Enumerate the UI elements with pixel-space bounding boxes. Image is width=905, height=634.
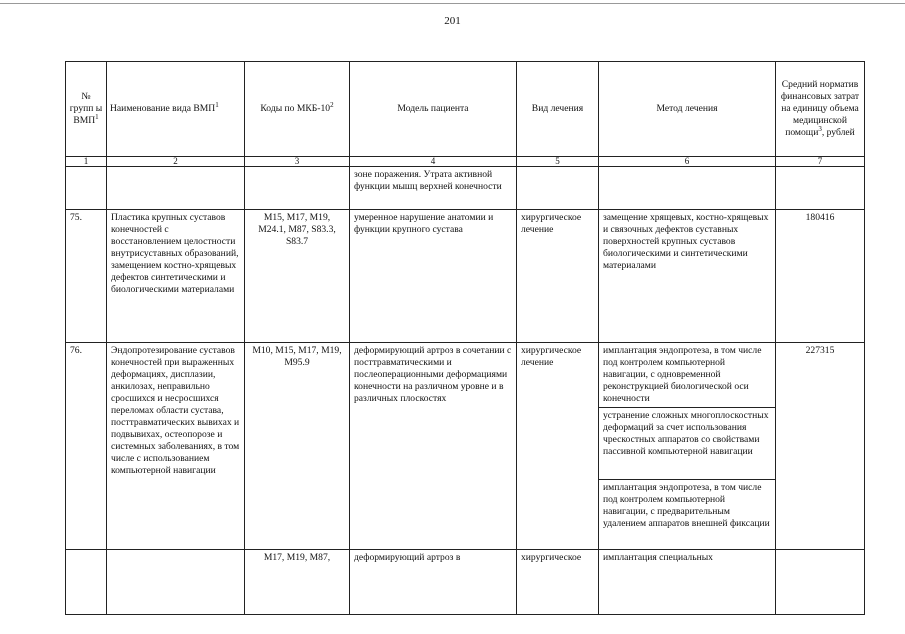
- cell-empty: [776, 167, 865, 210]
- cell-icd-codes: M17, M19, M87,: [245, 550, 350, 615]
- cell-treatment-method: замещение хрящевых, костно-хрящевых и связочных дефектов суставных поверхностей крупных суставов биологическими и синтетическими материалами: [599, 210, 776, 343]
- cell-empty: [107, 550, 245, 615]
- cell-empty: [776, 550, 865, 615]
- cell-empty: [107, 167, 245, 210]
- col-header-patient-model: Модель пациента: [350, 62, 517, 157]
- cell-treatment-method: имплантация эндопротеза, в том числе под контролем компьютерной навигации, с предварительным удалением аппаратов внешней фиксации: [599, 480, 776, 550]
- cell-group-number: 75.: [66, 210, 107, 343]
- cell-treatment-type: хирургическое лечение: [517, 343, 599, 550]
- col-header-icd-codes: Коды по МКБ-$10^2$: [245, 62, 350, 157]
- cell-treatment-type: хирургическое: [517, 550, 599, 615]
- column-number: 7: [776, 157, 865, 167]
- table-row-group-76: [66, 343, 865, 408]
- table-row-group-75: [66, 210, 865, 343]
- cell-patient-model: деформирующий артроз в: [350, 550, 517, 615]
- cell-average-cost: 227315: [776, 343, 865, 550]
- cell-patient-model: деформирующий артроз в сочетании с посттравматическими и послеоперационными деформациями конечности на различном уровне и в различных плоскостях: [350, 343, 517, 550]
- col-header-treatment-method: Метод лечения: [599, 62, 776, 157]
- cell-empty: [245, 167, 350, 210]
- column-number: 1: [66, 157, 107, 167]
- cell-empty: [66, 167, 107, 210]
- col-header-treatment-type: Вид лечения: [517, 62, 599, 157]
- column-number: 6: [599, 157, 776, 167]
- cell-icd-codes: M10, M15, M17, M19, M95.9: [245, 343, 350, 550]
- cell-treatment-method: устранение сложных многоплоскостных деформаций за счет использования чрескостных аппаратов со свойствами пассивной компьютерной навигации: [599, 408, 776, 480]
- cell-treatment-method: имплантация эндопротеза, в том числе под контролем компьютерной навигации, с одновременной реконструкцией биологической оси конечности: [599, 343, 776, 408]
- cell-vmp-name: Эндопротезирование суставов конечностей при выраженных деформациях, дисплазии, анкилозах, неправильно сросшихся и несросшихся переломах области сустава, посттравматических вывихах и подвывихах, остеопорозе и системных заболеваниях, в том числе с использованием компьютерной навигации: [107, 343, 245, 550]
- cell-patient-model: умеренное нарушение анатомии и функции крупного сустава: [350, 210, 517, 343]
- top-rule: [0, 3, 905, 4]
- cell-patient-model: зоне поражения. Утрата активной функции мышц верхней конечности: [350, 167, 517, 210]
- column-number: 3: [245, 157, 350, 167]
- cell-empty: [599, 167, 776, 210]
- cell-icd-codes: M15, M17, M19, M24.1, M87, S83.3, S83.7: [245, 210, 350, 343]
- table-row-continuation: [66, 167, 865, 210]
- vmp-table: [65, 61, 865, 615]
- col-header-average-cost: Средний норматив финансовых затрат на единицу объема медицинской помощи$^3$, рублей: [776, 62, 865, 157]
- column-number: 2: [107, 157, 245, 167]
- cell-group-number: 76.: [66, 343, 107, 550]
- page-number: 201: [444, 15, 461, 27]
- header-row: [66, 62, 865, 157]
- column-numbers-row: [66, 157, 865, 167]
- cell-vmp-name: Пластика крупных суставов конечностей с восстановлением целостности внутрисуставных образований, замещением костно-хрящевых дефектов синтетическими и биологическими материалами: [107, 210, 245, 343]
- cell-treatment-method: имплантация специальных: [599, 550, 776, 615]
- cell-treatment-type: хирургическое лечение: [517, 210, 599, 343]
- column-number: 5: [517, 157, 599, 167]
- cell-empty: [517, 167, 599, 210]
- column-number: 4: [350, 157, 517, 167]
- col-header-vmp-name: Наименование вида ВМП$^1$: [107, 62, 245, 157]
- table-row-next: [66, 550, 865, 615]
- cell-empty: [66, 550, 107, 615]
- cell-average-cost: 180416: [776, 210, 865, 343]
- col-header-group-number: № групп ы ВМП$^1$: [66, 62, 107, 157]
